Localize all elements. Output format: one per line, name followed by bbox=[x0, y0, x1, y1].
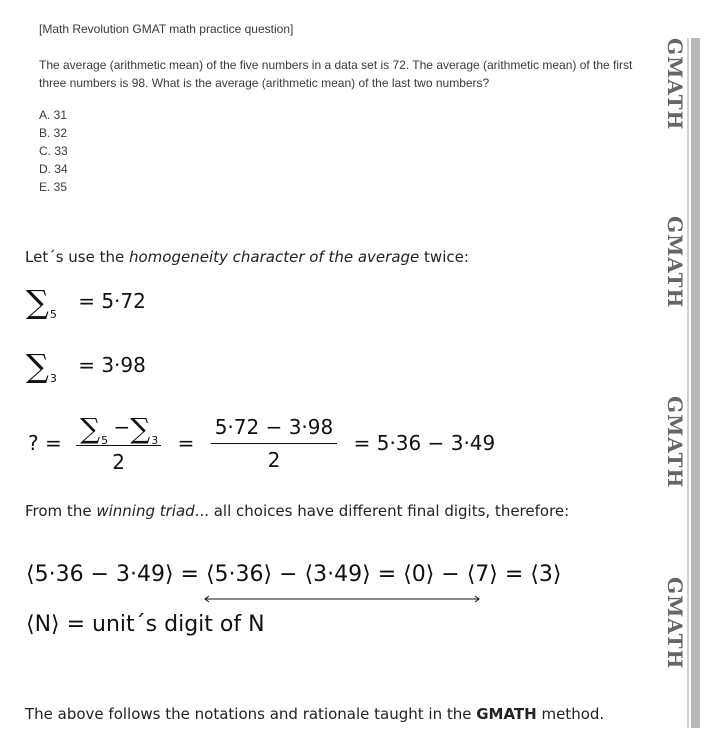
sigma-symbol: ∑ bbox=[26, 347, 49, 385]
gmath-sidebar bbox=[657, 0, 702, 750]
fraction-values: $\frac{5\cdot 72 - 3\cdot 98}{2}$ bbox=[211, 415, 338, 472]
winning-triad-line: From the winning triad... all choices have different final digits, therefore: bbox=[25, 502, 570, 520]
sidebar-label: GMATH bbox=[663, 577, 687, 670]
sum3-equation: $\sum_3 = 3\cdot 98$ bbox=[26, 347, 146, 385]
question-mark-equation: ? = $\frac{\sum_5 -\sum_3}{2}$ = $\frac{5\cdot 72 - 3\cdot 98}{2}$ = 5·36 − 3·49 bbox=[28, 412, 496, 474]
question-text: The average (arithmetic mean) of the five numbers in a data set is 72. The average (arithmetic mean) of the first three numbers is 98. What is the average (arithmetic mean) of the last two numbers? bbox=[39, 58, 633, 90]
fraction-sums: $\frac{\sum_5 -\sum_3}{2}$ bbox=[76, 412, 161, 474]
question-block bbox=[39, 22, 639, 196]
unit-digit-equation: ⟨5·36 − 3·49⟩ = ⟨5·36⟩ − ⟨3·49⟩ = ⟨0⟩ − ⟨7⟩ = ⟨3⟩ bbox=[26, 562, 562, 587]
choice-e: E. 35 bbox=[39, 180, 68, 194]
intro-emphasis: homogeneity character of the average bbox=[129, 248, 420, 266]
unit-digit-definition: ⟨N⟩ = unit´s digit of N bbox=[26, 612, 265, 637]
footer-note: The above follows the notations and rationale taught in the GMATH method. bbox=[25, 705, 605, 723]
choice-d: D. 34 bbox=[39, 162, 68, 176]
sum5-equation: $\sum_5 = 5\cdot 72$ bbox=[26, 283, 146, 321]
sigma-symbol: ∑ bbox=[26, 283, 49, 321]
sidebar-label: GMATH bbox=[663, 216, 687, 309]
question-source: [Math Revolution GMAT math practice question] bbox=[39, 22, 294, 36]
choice-a: A. 31 bbox=[39, 108, 68, 122]
sidebar-label: GMATH bbox=[663, 396, 687, 489]
sidebar-label: GMATH bbox=[663, 38, 687, 131]
solution-intro: Let´s use the homogeneity character of the average twice: bbox=[25, 248, 469, 266]
choice-c: C. 33 bbox=[39, 144, 68, 158]
choice-b: B. 32 bbox=[39, 126, 68, 140]
double-arrow-icon bbox=[202, 595, 482, 603]
